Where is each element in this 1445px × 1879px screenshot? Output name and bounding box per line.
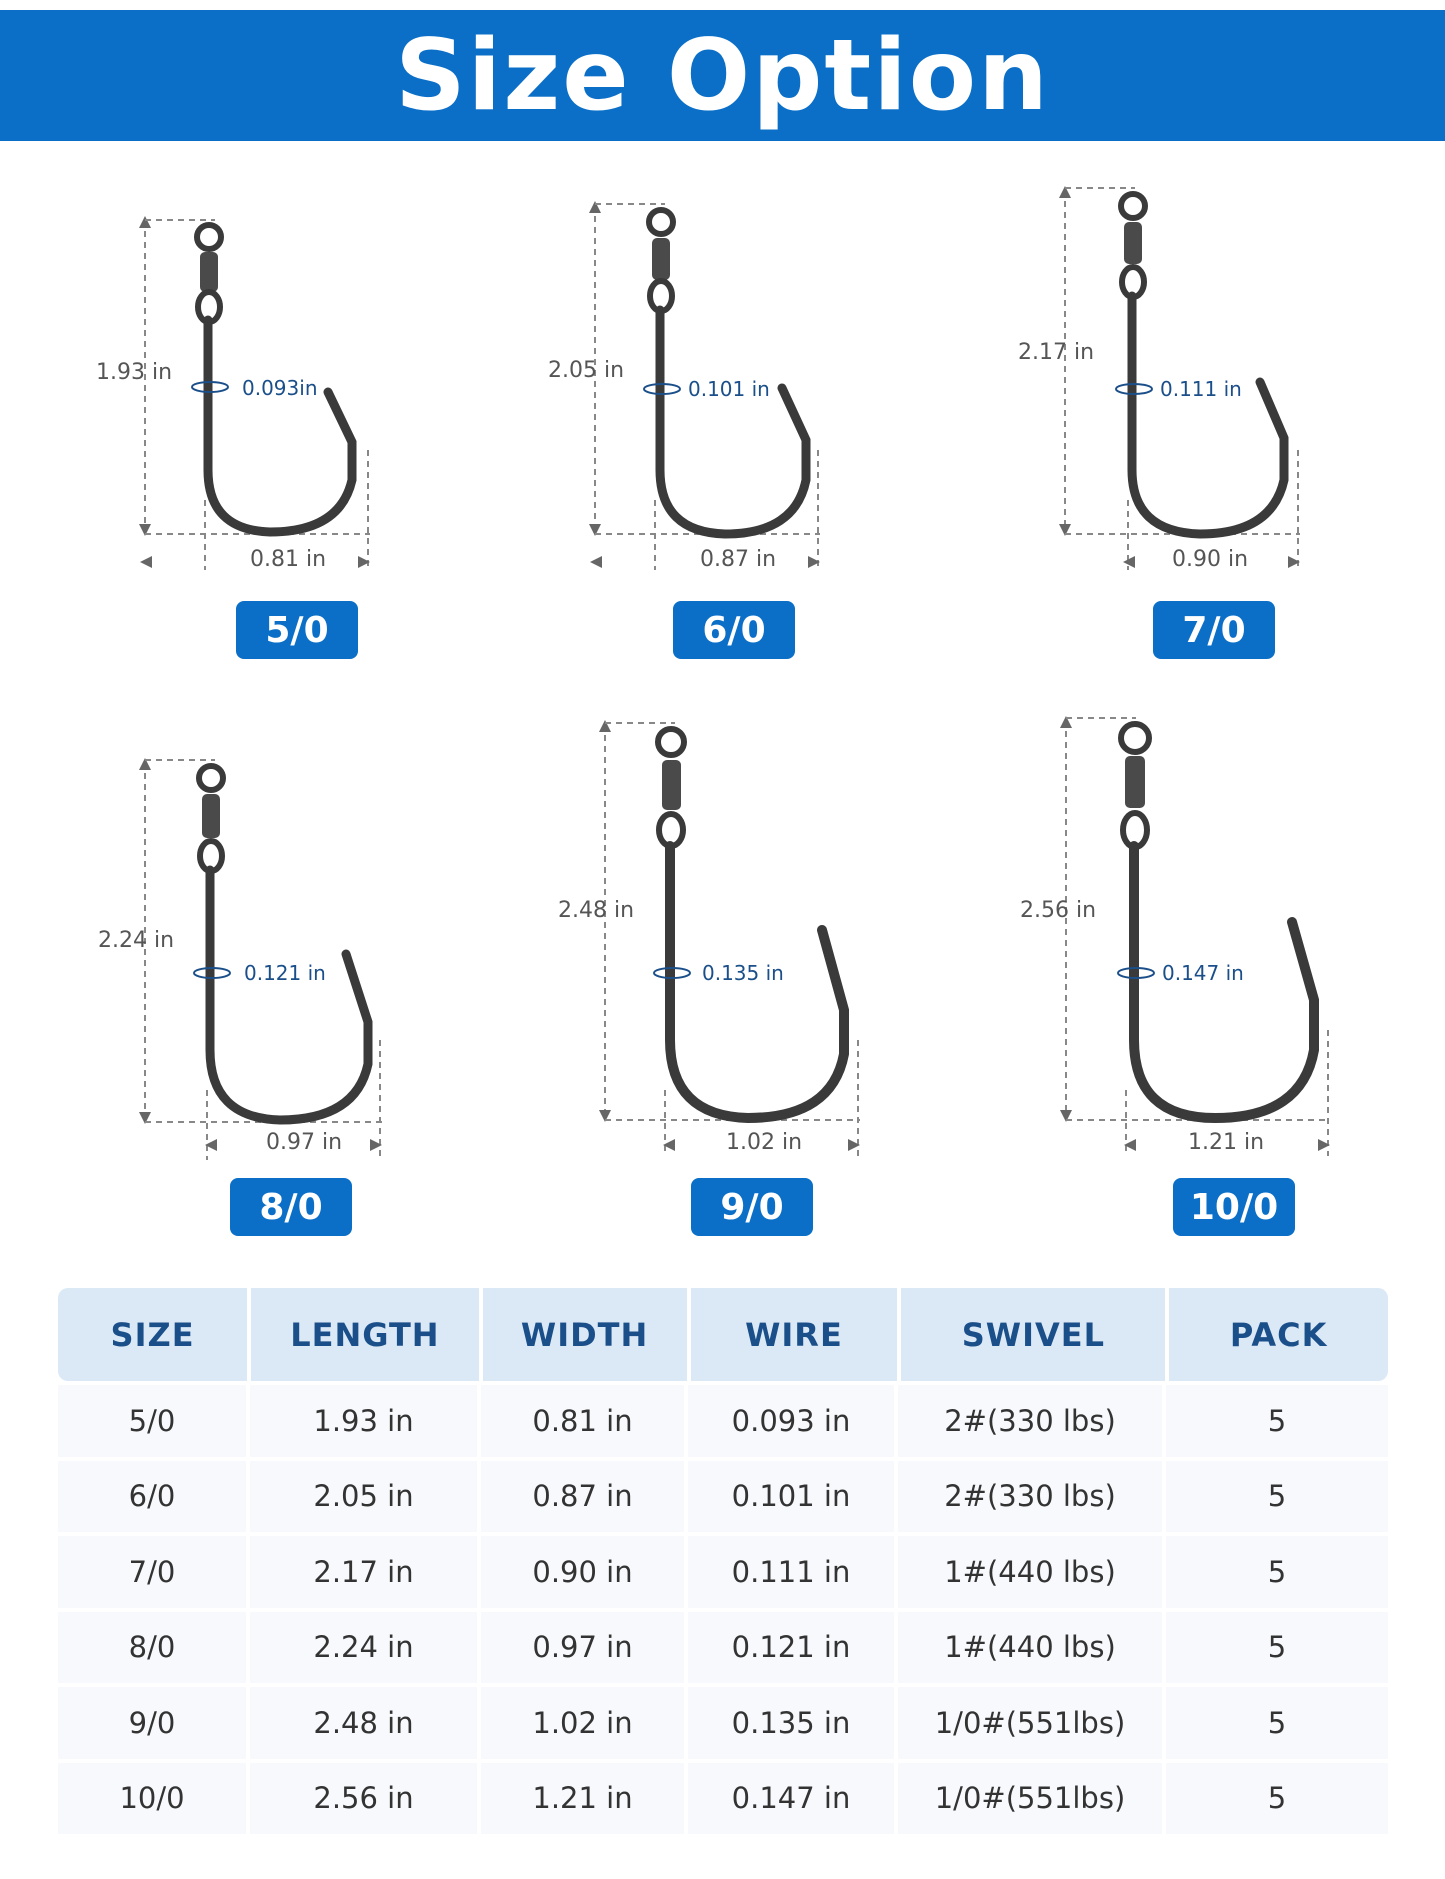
cell-length: 2.48 in <box>250 1683 481 1759</box>
cell-width: 0.90 in <box>481 1532 688 1608</box>
length-label: 2.56 in <box>1020 898 1097 923</box>
length-label: 2.17 in <box>1018 340 1095 365</box>
wire-label: 0.093in <box>242 376 318 400</box>
cell-wire: 0.111 in <box>688 1532 898 1608</box>
table-row <box>58 1457 1388 1533</box>
cell-wire: 0.121 in <box>688 1608 898 1684</box>
header-width: WIDTH <box>483 1288 691 1381</box>
cell-pack: 5 <box>1166 1683 1388 1759</box>
table-row <box>58 1532 1388 1608</box>
hook-5-0 <box>90 170 390 670</box>
cell-wire: 0.101 in <box>688 1457 898 1533</box>
cell-swivel: 1/0#(551lbs) <box>898 1759 1166 1835</box>
table-header <box>58 1288 1388 1381</box>
size-badge-10-0: 10/0 <box>1173 1178 1295 1236</box>
wire-label: 0.121 in <box>244 961 326 985</box>
hook-illustration <box>1010 170 1310 570</box>
hook-8-0 <box>90 740 390 1240</box>
cell-swivel: 1#(440 lbs) <box>898 1608 1166 1684</box>
wire-label: 0.135 in <box>702 961 784 985</box>
table-row <box>58 1683 1388 1759</box>
cell-wire: 0.093 in <box>688 1381 898 1457</box>
cell-length: 2.05 in <box>250 1457 481 1533</box>
length-label: 1.93 in <box>96 360 173 385</box>
cell-pack: 5 <box>1166 1381 1388 1457</box>
cell-size: 5/0 <box>58 1381 250 1457</box>
cell-swivel: 1/0#(551lbs) <box>898 1683 1166 1759</box>
hook-illustration <box>1010 710 1340 1160</box>
wire-label: 0.111 in <box>1160 377 1242 401</box>
table-row <box>58 1381 1388 1457</box>
width-label: 1.02 in <box>726 1130 803 1155</box>
width-label: 0.81 in <box>250 547 327 572</box>
length-label: 2.05 in <box>548 358 625 383</box>
title-banner <box>0 10 1445 141</box>
cell-swivel: 2#(330 lbs) <box>898 1381 1166 1457</box>
cell-width: 1.21 in <box>481 1759 688 1835</box>
cell-pack: 5 <box>1166 1457 1388 1533</box>
cell-length: 1.93 in <box>250 1381 481 1457</box>
hook-10-0 <box>1010 710 1310 1210</box>
cell-width: 0.87 in <box>481 1457 688 1533</box>
hook-7-0 <box>1010 170 1310 670</box>
cell-length: 2.24 in <box>250 1608 481 1684</box>
page-title: Size Option <box>395 18 1050 133</box>
cell-width: 0.97 in <box>481 1608 688 1684</box>
hook-illustration <box>550 720 870 1160</box>
wire-label: 0.101 in <box>688 377 770 401</box>
cell-wire: 0.147 in <box>688 1759 898 1835</box>
cell-pack: 5 <box>1166 1608 1388 1684</box>
hook-6-0 <box>540 170 840 670</box>
header-pack: PACK <box>1229 1315 1328 1354</box>
cell-swivel: 1#(440 lbs) <box>898 1532 1166 1608</box>
table-row <box>58 1608 1388 1684</box>
cell-width: 1.02 in <box>481 1683 688 1759</box>
cell-size: 9/0 <box>58 1683 250 1759</box>
cell-wire: 0.135 in <box>688 1683 898 1759</box>
cell-length: 2.17 in <box>250 1532 481 1608</box>
cell-pack: 5 <box>1166 1532 1388 1608</box>
size-badge-7-0: 7/0 <box>1153 601 1275 659</box>
header-length: LENGTH <box>251 1288 483 1381</box>
cell-size: 10/0 <box>58 1759 250 1835</box>
cell-swivel: 2#(330 lbs) <box>898 1457 1166 1533</box>
cell-size: 8/0 <box>58 1608 250 1684</box>
size-badge-8-0: 8/0 <box>230 1178 352 1236</box>
size-badge-9-0: 9/0 <box>691 1178 813 1236</box>
size-badge-6-0: 6/0 <box>673 601 795 659</box>
header-size: SIZE <box>58 1288 251 1381</box>
width-label: 1.21 in <box>1188 1130 1265 1155</box>
cell-pack: 5 <box>1166 1759 1388 1835</box>
cell-width: 0.81 in <box>481 1381 688 1457</box>
width-label: 0.97 in <box>266 1130 343 1155</box>
hook-9-0 <box>550 720 850 1220</box>
spec-table <box>58 1288 1388 1834</box>
length-label: 2.24 in <box>98 928 175 953</box>
cell-length: 2.56 in <box>250 1759 481 1835</box>
cell-size: 6/0 <box>58 1457 250 1533</box>
table-row <box>58 1759 1388 1835</box>
width-label: 0.90 in <box>1172 547 1249 572</box>
header-swivel: SWIVEL <box>901 1288 1169 1381</box>
header-wire: WIRE <box>691 1288 902 1381</box>
cell-size: 7/0 <box>58 1532 250 1608</box>
wire-label: 0.147 in <box>1162 961 1244 985</box>
size-badge-5-0: 5/0 <box>236 601 358 659</box>
length-label: 2.48 in <box>558 898 635 923</box>
width-label: 0.87 in <box>700 547 777 572</box>
